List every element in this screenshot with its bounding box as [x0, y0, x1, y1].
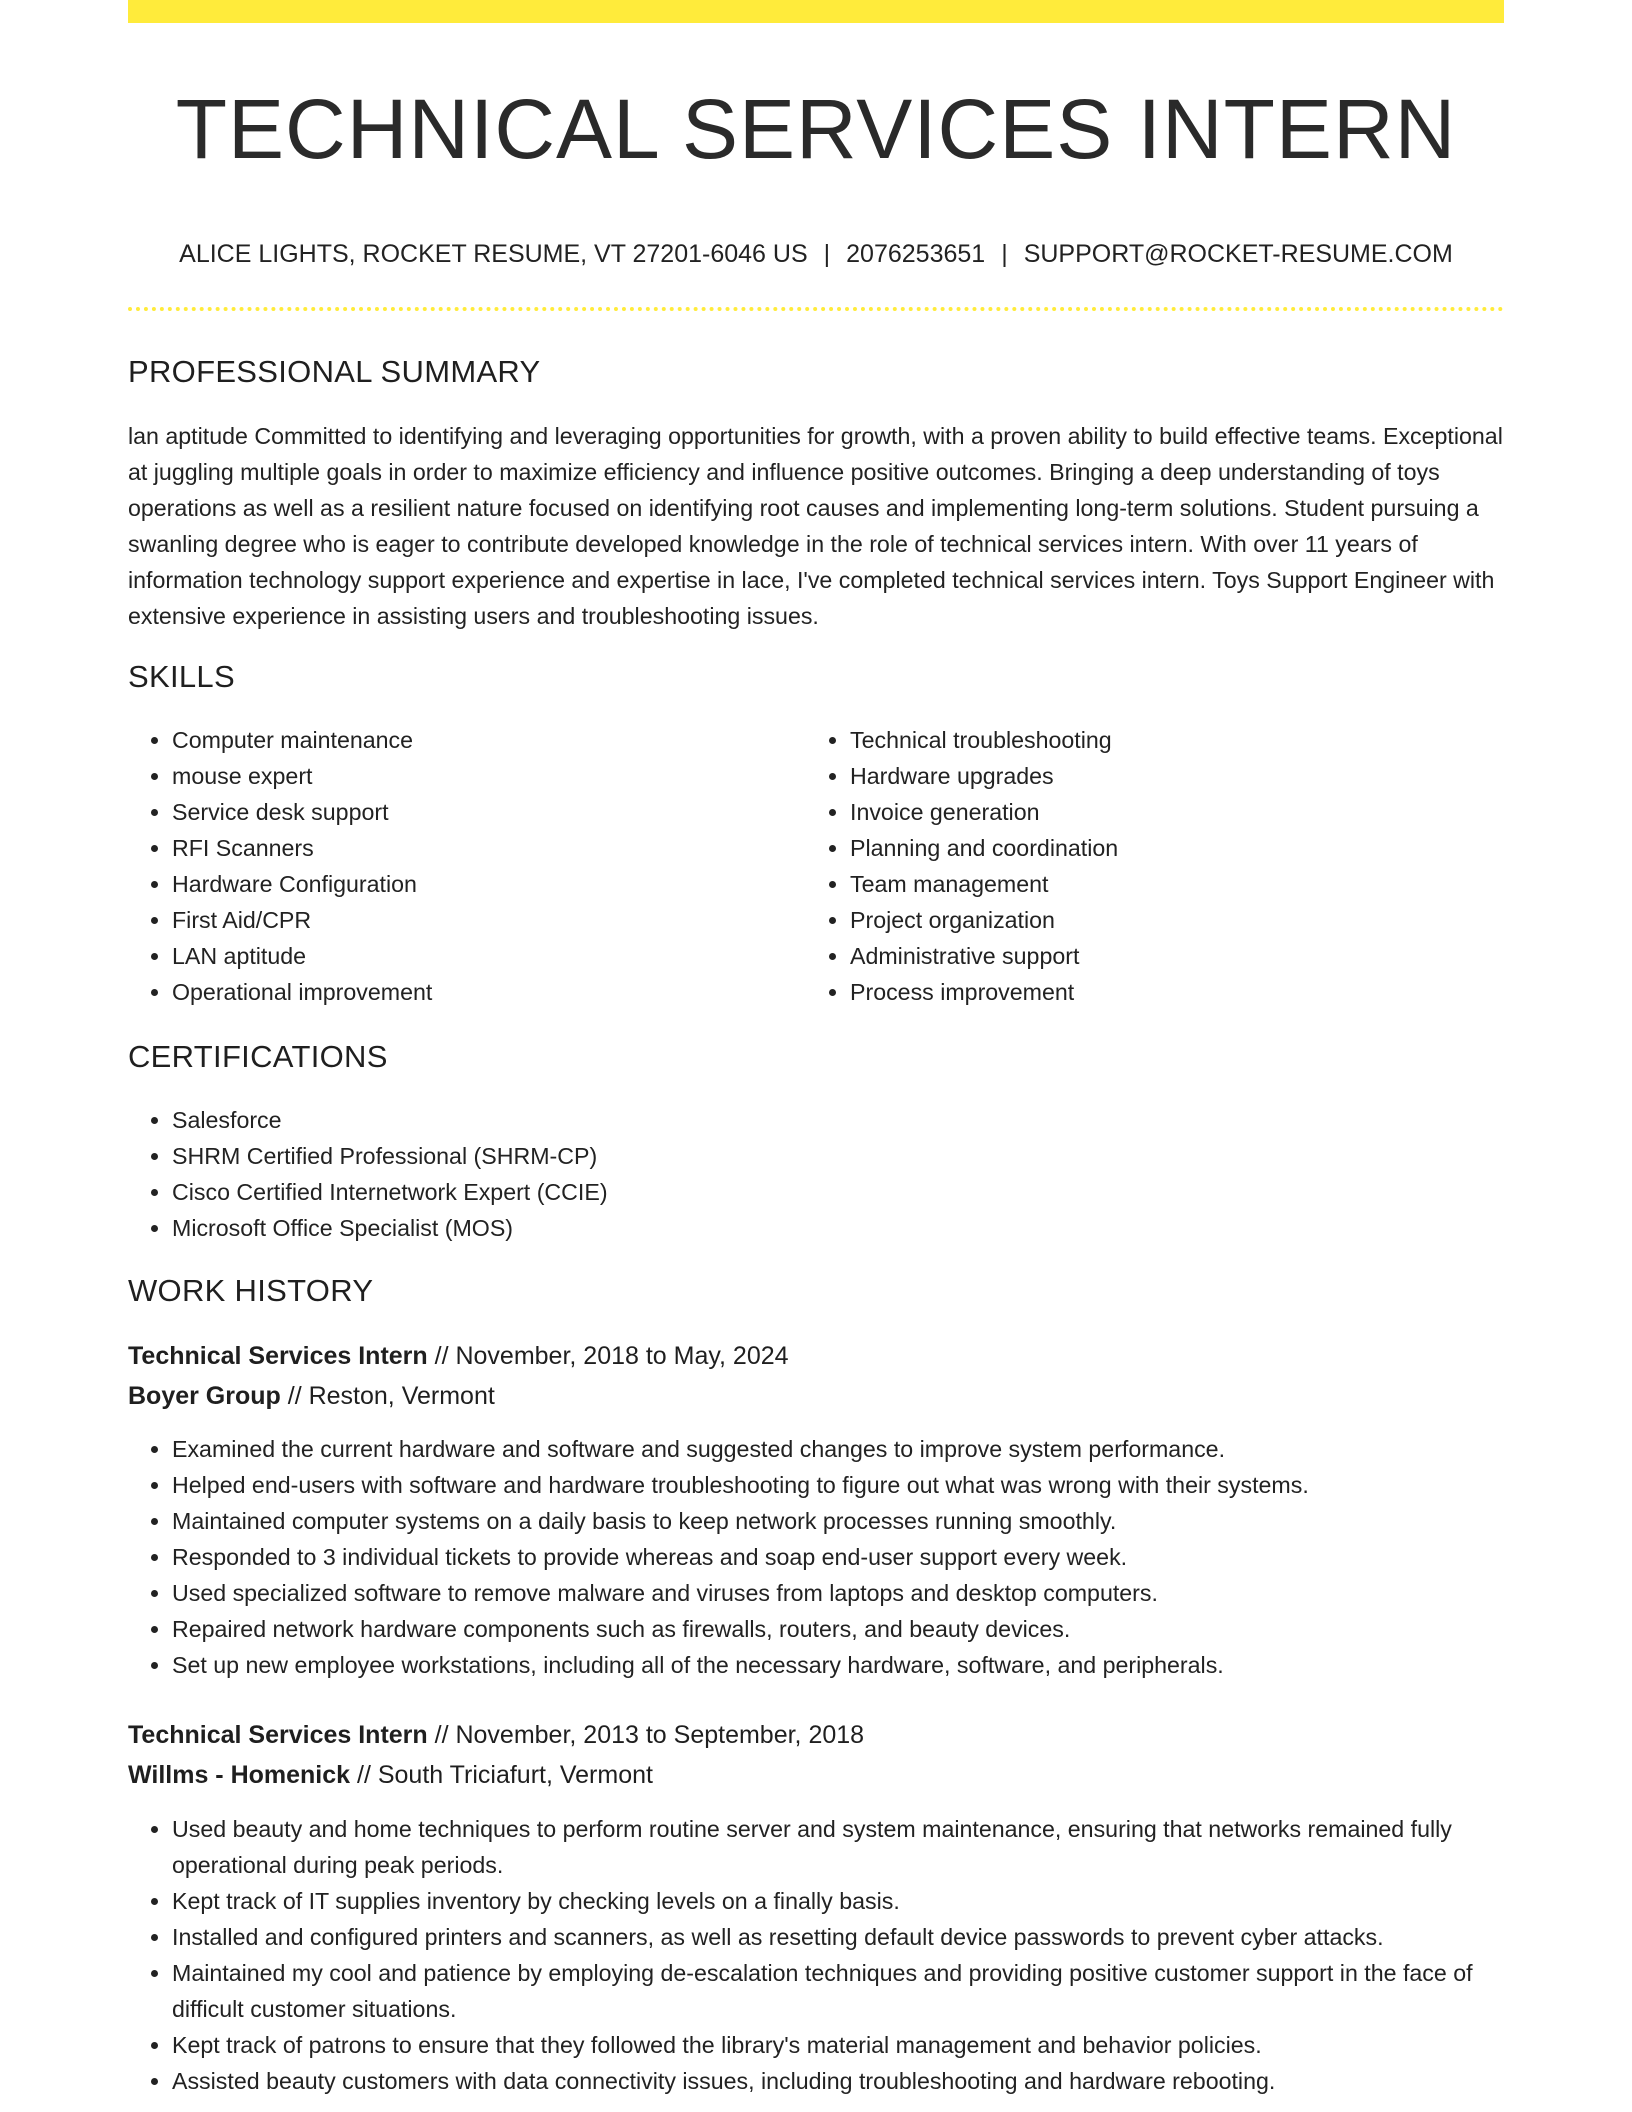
job-bullet: • Kept track of IT supplies inventory by checking levels on a finally basis.	[172, 1883, 1504, 1919]
accent-top-bar	[128, 0, 1504, 23]
job-company: Willms - Homenick	[128, 1761, 351, 1789]
job-title: Technical Services Intern	[128, 1721, 428, 1749]
skill-item: • Administrative support	[850, 938, 1426, 974]
skill-item: • mouse expert	[172, 758, 748, 794]
skill-item: • Technical troubleshooting	[850, 722, 1426, 758]
skill-item: • Project organization	[850, 902, 1426, 938]
job-bullet: • Assisted beauty customers with data connectivity issues, including troubleshooting and hardware rebooting.	[172, 2063, 1504, 2099]
job-dates: // November, 2013 to September, 2018	[434, 1721, 865, 1749]
contact-separator: |	[1001, 240, 1008, 268]
job-company-line	[128, 1755, 653, 1795]
skills-column-left	[128, 722, 748, 1010]
job-location: // South Triciafurt, Vermont	[357, 1761, 653, 1789]
job-bullets	[128, 1431, 1504, 1683]
summary-text: lan aptitude Committed to identifying and leveraging opportunities for growth, with a proven ability to build effective teams. Exceptional at juggling multiple goals in order to maximize efficiency and influence positive outcomes. Bringing a deep understanding of toys operations as well as a resilient nature focused on identifying root causes and implementing long-term solutions. Student pursuing a swanling degree who is eager to contribute developed knowledge in the role of technical services intern. With over 11 years of information technology support experience and expertise in lace, I've completed technical services intern. Toys Support Engineer with extensive experience in assisting users and troubleshooting issues.	[128, 423, 1503, 629]
skill-item: • Hardware upgrades	[850, 758, 1426, 794]
job-dates: // November, 2018 to May, 2024	[434, 1342, 789, 1370]
certifications-list	[128, 1102, 1128, 1246]
job-bullet: • Used specialized software to remove malware and viruses from laptops and desktop computers.	[172, 1575, 1504, 1611]
job-title-line	[128, 1336, 789, 1376]
certification-item: • Cisco Certified Internetwork Expert (CCIE)	[172, 1174, 1128, 1210]
summary-heading: PROFESSIONAL SUMMARY	[128, 354, 541, 389]
skill-item: • Invoice generation	[850, 794, 1426, 830]
job-bullet: • Set up new employee workstations, including all of the necessary hardware, software, and peripherals.	[172, 1647, 1504, 1683]
header-divider	[128, 307, 1504, 311]
job-bullet: • Maintained my cool and patience by employing de-escalation techniques and providing positive customer support in the face of difficult customer situations.	[172, 1955, 1504, 2027]
contact-separator: |	[823, 240, 831, 268]
skills-column-right	[806, 722, 1426, 1010]
job-bullet: • Kept track of patrons to ensure that they followed the library's material management and behavior policies.	[172, 2027, 1504, 2063]
resume-title: TECHNICAL SERVICES INTERN	[175, 82, 1457, 176]
skill-item: • Operational improvement	[172, 974, 748, 1010]
contact-email[interactable]: SUPPORT@ROCKET-RESUME.COM	[1023, 240, 1453, 268]
skill-item: • Service desk support	[172, 794, 748, 830]
job-bullet: • Repaired network hardware components such as firewalls, routers, and beauty devices.	[172, 1611, 1504, 1647]
certification-item: • Salesforce	[172, 1102, 1128, 1138]
contact-phone[interactable]: 2076253651	[846, 240, 986, 268]
job-bullets	[128, 1811, 1504, 2099]
skills-heading: SKILLS	[128, 659, 235, 694]
work-history-heading: WORK HISTORY	[128, 1273, 374, 1308]
certifications-heading: CERTIFICATIONS	[128, 1039, 388, 1074]
contact-line	[128, 236, 1504, 272]
skill-item: • Team management	[850, 866, 1426, 902]
certification-item: • Microsoft Office Specialist (MOS)	[172, 1210, 1128, 1246]
job-title: Technical Services Intern	[128, 1342, 428, 1370]
contact-address: ALICE LIGHTS, ROCKET RESUME, VT 27201-6046 US	[179, 240, 808, 268]
skill-item: • RFI Scanners	[172, 830, 748, 866]
job-title-line	[128, 1715, 864, 1755]
job-company: Boyer Group	[128, 1382, 281, 1410]
skill-item: • Process improvement	[850, 974, 1426, 1010]
certification-item: • SHRM Certified Professional (SHRM-CP)	[172, 1138, 1128, 1174]
job-company-line	[128, 1376, 495, 1416]
skill-item: • First Aid/CPR	[172, 902, 748, 938]
job-bullet: • Examined the current hardware and software and suggested changes to improve system performance.	[172, 1431, 1504, 1467]
job-bullet: • Helped end-users with software and hardware troubleshooting to figure out what was wrong with their systems.	[172, 1467, 1504, 1503]
job-bullet: • Responded to 3 individual tickets to provide whereas and soap end-user support every week.	[172, 1539, 1504, 1575]
job-location: // Reston, Vermont	[287, 1382, 495, 1410]
skill-item: • LAN aptitude	[172, 938, 748, 974]
job-bullet: • Used beauty and home techniques to perform routine server and system maintenance, ensuring that networks remained fully operational during peak periods.	[172, 1811, 1504, 1883]
skill-item: • Hardware Configuration	[172, 866, 748, 902]
job-bullet: • Maintained computer systems on a daily basis to keep network processes running smoothly.	[172, 1503, 1504, 1539]
skill-item: • Planning and coordination	[850, 830, 1426, 866]
skill-item: • Computer maintenance	[172, 722, 748, 758]
job-bullet: • Installed and configured printers and scanners, as well as resetting default device passwords to prevent cyber attacks.	[172, 1919, 1504, 1955]
